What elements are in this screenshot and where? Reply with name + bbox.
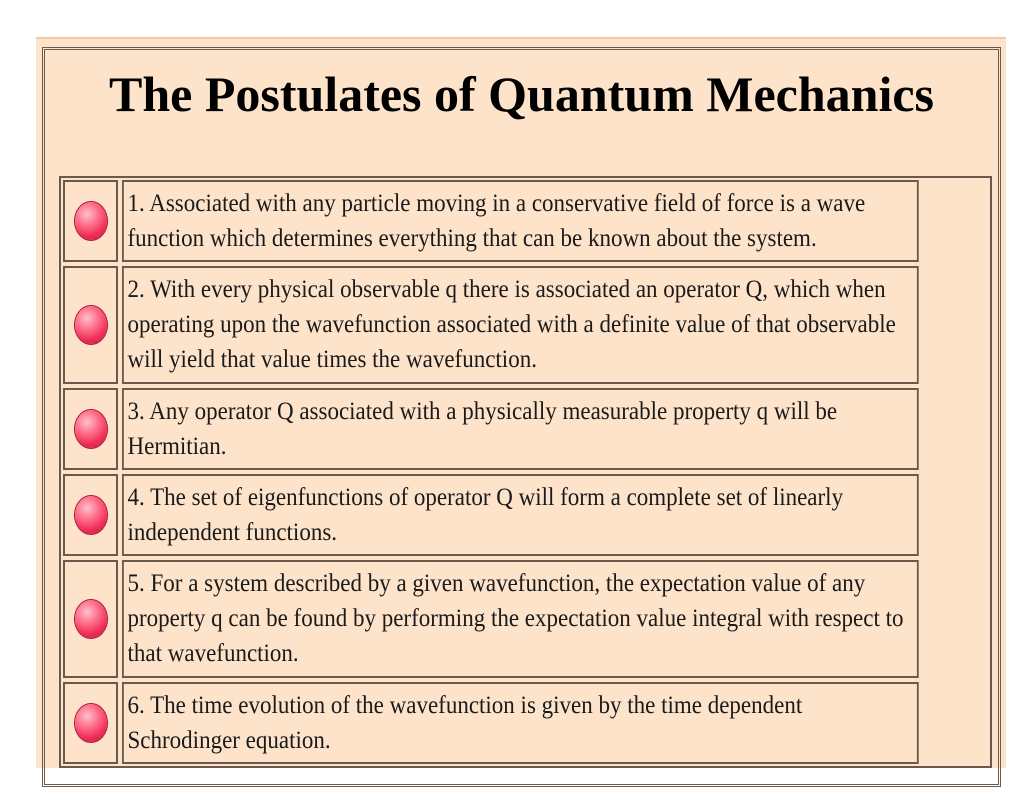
table-row bbox=[63, 180, 988, 262]
bullet-cell bbox=[63, 388, 118, 470]
postulate-text: 4. The set of eigenfunctions of operator Q will form a complete set of linearly independent functions. bbox=[122, 474, 919, 556]
bullet-cell bbox=[63, 266, 118, 384]
table-row bbox=[63, 560, 988, 678]
red-ball-bullet-icon bbox=[75, 410, 107, 448]
postulate-text: 6. The time evolution of the wavefunction is given by the time dependent Schrodinger equation. bbox=[122, 682, 919, 764]
red-ball-bullet-icon bbox=[75, 600, 107, 638]
postulate-text: 2. With every physical observable q there is associated an operator Q, which when operating upon the wavefunction associated with a definite value of that observable will yield that value times the wavefunction. bbox=[122, 266, 919, 384]
table-row bbox=[63, 266, 988, 384]
red-ball-bullet-icon bbox=[75, 496, 107, 534]
table-row bbox=[63, 388, 988, 470]
content-frame bbox=[42, 47, 1001, 787]
postulate-text: 5. For a system described by a given wavefunction, the expectation value of any property q can be found by performing the expectation value integral with respect to that wavefunction. bbox=[122, 560, 919, 678]
bullet-cell bbox=[63, 682, 118, 764]
page-title: The Postulates of Quantum Mechanics bbox=[109, 66, 934, 122]
bullet-cell bbox=[63, 474, 118, 556]
red-ball-bullet-icon bbox=[75, 306, 107, 344]
table-row bbox=[63, 682, 988, 764]
page-container bbox=[36, 37, 1006, 768]
postulates-table bbox=[59, 176, 992, 768]
postulate-text: 1. Associated with any particle moving in a conservative field of force is a wave function which determines everything that can be known about the system. bbox=[122, 180, 919, 262]
postulate-text: 3. Any operator Q associated with a physically measurable property q will be Hermitian. bbox=[122, 388, 919, 470]
red-ball-bullet-icon bbox=[75, 704, 107, 742]
bullet-cell bbox=[63, 560, 118, 678]
red-ball-bullet-icon bbox=[75, 202, 107, 240]
bullet-cell bbox=[63, 180, 118, 262]
table-row bbox=[63, 474, 988, 556]
